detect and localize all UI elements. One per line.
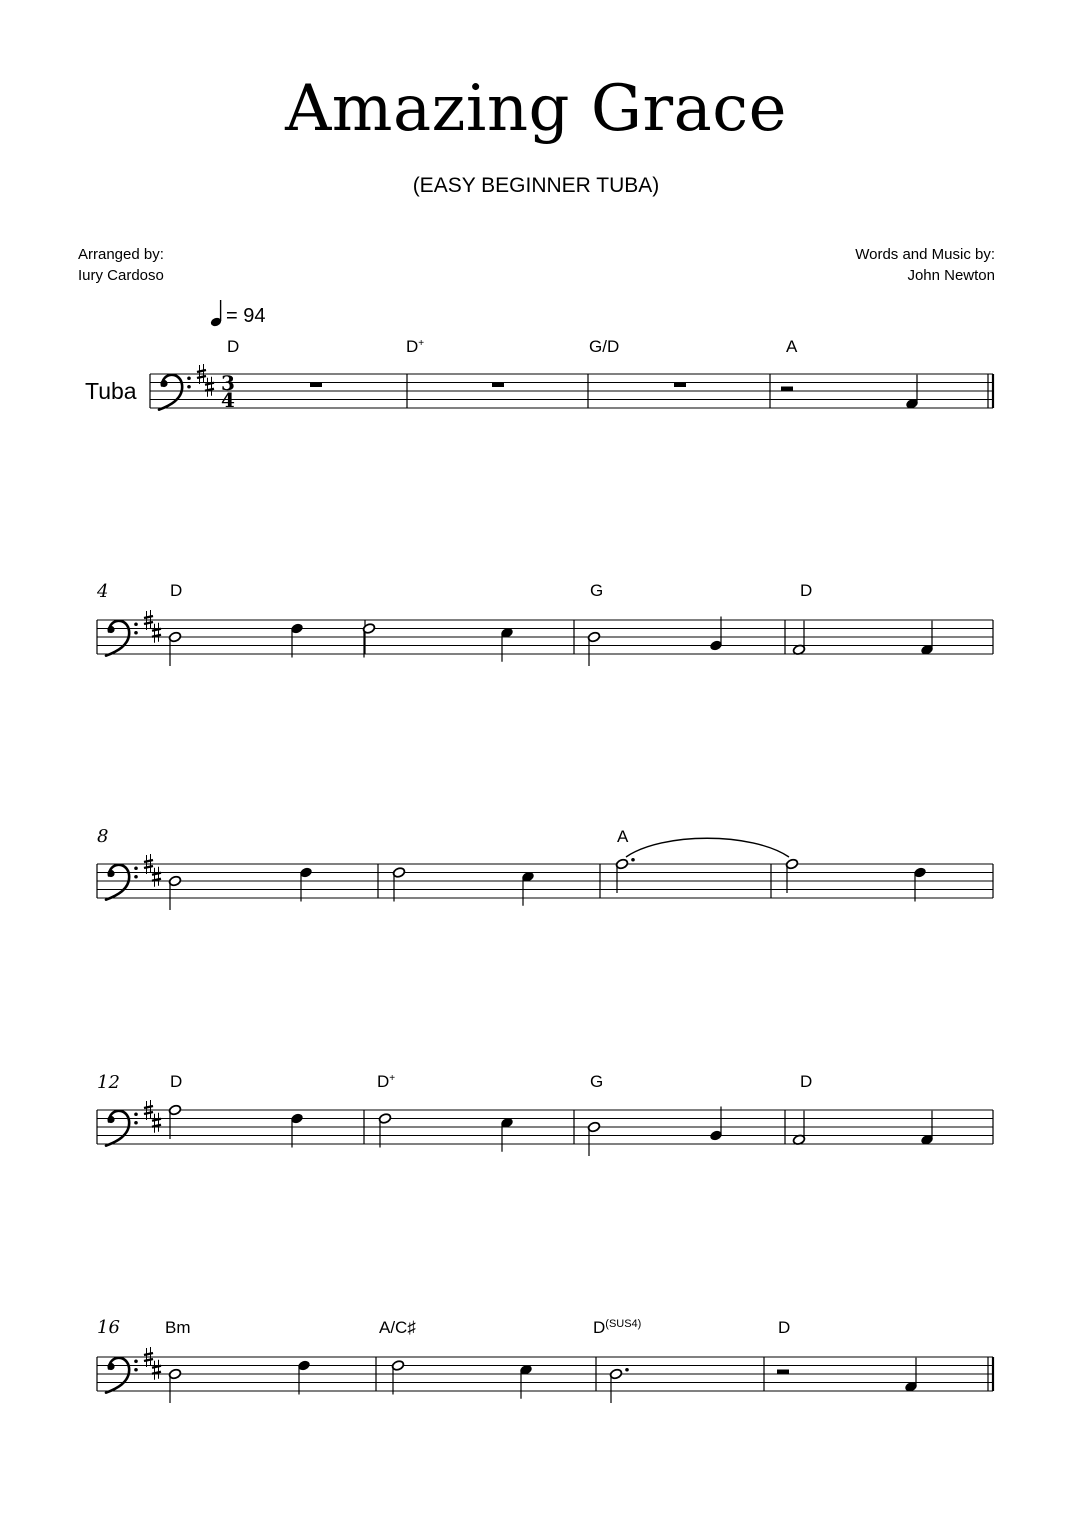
- bass-clef-icon: [106, 621, 138, 656]
- quarter-note: [519, 1364, 532, 1399]
- half-note: [587, 631, 600, 666]
- clef-curve: [106, 621, 129, 656]
- clef-curve: [106, 1358, 129, 1393]
- chord-symbol: A: [617, 827, 629, 846]
- whole-rest: [310, 383, 322, 388]
- bass-clef-icon: [106, 865, 138, 900]
- half-note: [168, 875, 181, 910]
- measure-number: 12: [97, 1072, 120, 1093]
- dotted-half-note: [615, 838, 789, 893]
- half-note: [792, 1111, 805, 1146]
- half-note: [392, 867, 405, 902]
- chord-symbol: G: [590, 1072, 604, 1091]
- measure-number: 8: [97, 826, 109, 847]
- sharp-stroke: [152, 1119, 161, 1121]
- sharp-stroke: [144, 1106, 153, 1108]
- quarter-note: [709, 617, 722, 652]
- score-title: Amazing Grace: [285, 72, 787, 146]
- composer-label: Words and Music by:: [855, 246, 995, 263]
- clef-curve: [106, 1111, 129, 1146]
- sharp-stroke: [144, 860, 153, 862]
- quarter-note: [920, 621, 933, 656]
- sharp-icon: [152, 623, 161, 643]
- sharp-stroke: [144, 866, 153, 868]
- augmentation-dot: [625, 1368, 629, 1372]
- sharp-stroke: [144, 1353, 153, 1355]
- sharp-stroke: [144, 1359, 153, 1361]
- clef-dot: [134, 631, 138, 635]
- clef-dot: [134, 866, 138, 870]
- instrument-name: Tuba: [85, 378, 137, 404]
- quarter-note: [299, 867, 312, 902]
- chord-symbol: D+: [377, 1072, 396, 1091]
- time-signature-top: 3: [221, 371, 235, 395]
- half-note: [168, 1368, 181, 1403]
- quarter-note: [521, 871, 534, 906]
- score-subtitle: (EASY BEGINNER TUBA): [412, 174, 660, 197]
- quarter-note: [913, 867, 926, 902]
- time-signature-bottom: 4: [221, 388, 235, 412]
- chord-symbol: D: [170, 1072, 183, 1091]
- sharp-icon: [152, 1113, 161, 1133]
- whole-rest: [492, 383, 504, 388]
- sharp-stroke: [144, 616, 153, 618]
- sharp-stroke: [144, 622, 153, 624]
- clef-head: [160, 380, 167, 387]
- arranger-name: Iury Cardoso: [78, 267, 164, 284]
- sharp-stroke: [197, 370, 206, 372]
- half-note: [168, 1104, 181, 1139]
- chord-symbol: D+: [406, 337, 425, 356]
- half-rest: [781, 387, 793, 392]
- arranger-label: Arranged by:: [78, 246, 164, 263]
- half-note: [168, 631, 181, 666]
- whole-rest: [674, 383, 686, 388]
- quarter-note: [904, 1358, 917, 1393]
- chord-symbol: G/D: [589, 337, 620, 356]
- quarter-note: [905, 375, 918, 410]
- clef-head: [107, 870, 114, 877]
- augmentation-dot: [631, 858, 635, 862]
- clef-dot: [134, 1368, 138, 1372]
- chord-extension: (SUS4): [605, 1318, 642, 1330]
- quarter-note: [290, 1113, 303, 1148]
- sharp-icon: [152, 1360, 161, 1380]
- sharp-icon: [205, 377, 214, 397]
- clef-dot: [134, 1121, 138, 1125]
- quarter-note: [920, 1111, 933, 1146]
- tie: [626, 838, 789, 857]
- half-note: [378, 1113, 391, 1148]
- quarter-note: [500, 627, 513, 662]
- half-note: [362, 623, 375, 658]
- chord-symbol: G: [590, 581, 604, 600]
- sharp-stroke: [152, 1366, 161, 1368]
- clef-head: [107, 1116, 114, 1123]
- chord-symbol: D: [227, 337, 240, 356]
- clef-head: [107, 626, 114, 633]
- tempo-value: = 94: [226, 305, 266, 327]
- staff-system: [97, 1072, 993, 1156]
- chord-symbol: D: [800, 581, 813, 600]
- tempo-marking: [210, 300, 266, 328]
- chord-symbol: D: [778, 1318, 791, 1337]
- staff-system: [96, 581, 993, 666]
- clef-dot: [134, 1359, 138, 1363]
- quarter-note: [500, 1117, 513, 1152]
- chord-symbol: A: [786, 337, 798, 356]
- clef-head: [107, 1363, 114, 1370]
- half-note: [792, 621, 805, 656]
- clef-curve: [159, 375, 182, 410]
- quarter-note: [297, 1360, 310, 1395]
- quarter-note: [290, 623, 303, 658]
- quarter-note: [709, 1107, 722, 1142]
- clef-curve: [106, 865, 129, 900]
- chord-extension: +: [418, 338, 425, 349]
- clef-dot: [187, 376, 191, 380]
- measure-number: 4: [97, 581, 109, 602]
- sharp-stroke: [197, 376, 206, 378]
- composer-name: John Newton: [907, 267, 995, 284]
- clef-dot: [187, 385, 191, 389]
- chord-symbol: D: [800, 1072, 813, 1091]
- measure-number: 16: [97, 1317, 120, 1338]
- chord-symbol: $D^{(SUS4)}$: [593, 1318, 642, 1337]
- staff-system: [97, 1317, 993, 1403]
- chord-symbol: Bm: [165, 1318, 191, 1337]
- dotted-half-note: [609, 1368, 628, 1403]
- chord-extension: +: [389, 1073, 396, 1084]
- sharp-stroke: [144, 1112, 153, 1114]
- sharp-icon: [152, 867, 161, 887]
- half-note: [785, 858, 798, 893]
- half-note: [391, 1360, 404, 1395]
- clef-dot: [134, 875, 138, 879]
- staff-system: [97, 826, 993, 910]
- bass-clef-icon: [106, 1358, 138, 1393]
- chord-symbol: D: [170, 581, 183, 600]
- half-rest: [777, 1370, 789, 1375]
- chord-symbol: A/C♯: [379, 1318, 416, 1337]
- bass-clef-icon: [159, 375, 191, 410]
- staff-system: [150, 337, 993, 412]
- half-note: [587, 1121, 600, 1156]
- clef-dot: [134, 622, 138, 626]
- bass-clef-icon: [106, 1111, 138, 1146]
- clef-dot: [134, 1112, 138, 1116]
